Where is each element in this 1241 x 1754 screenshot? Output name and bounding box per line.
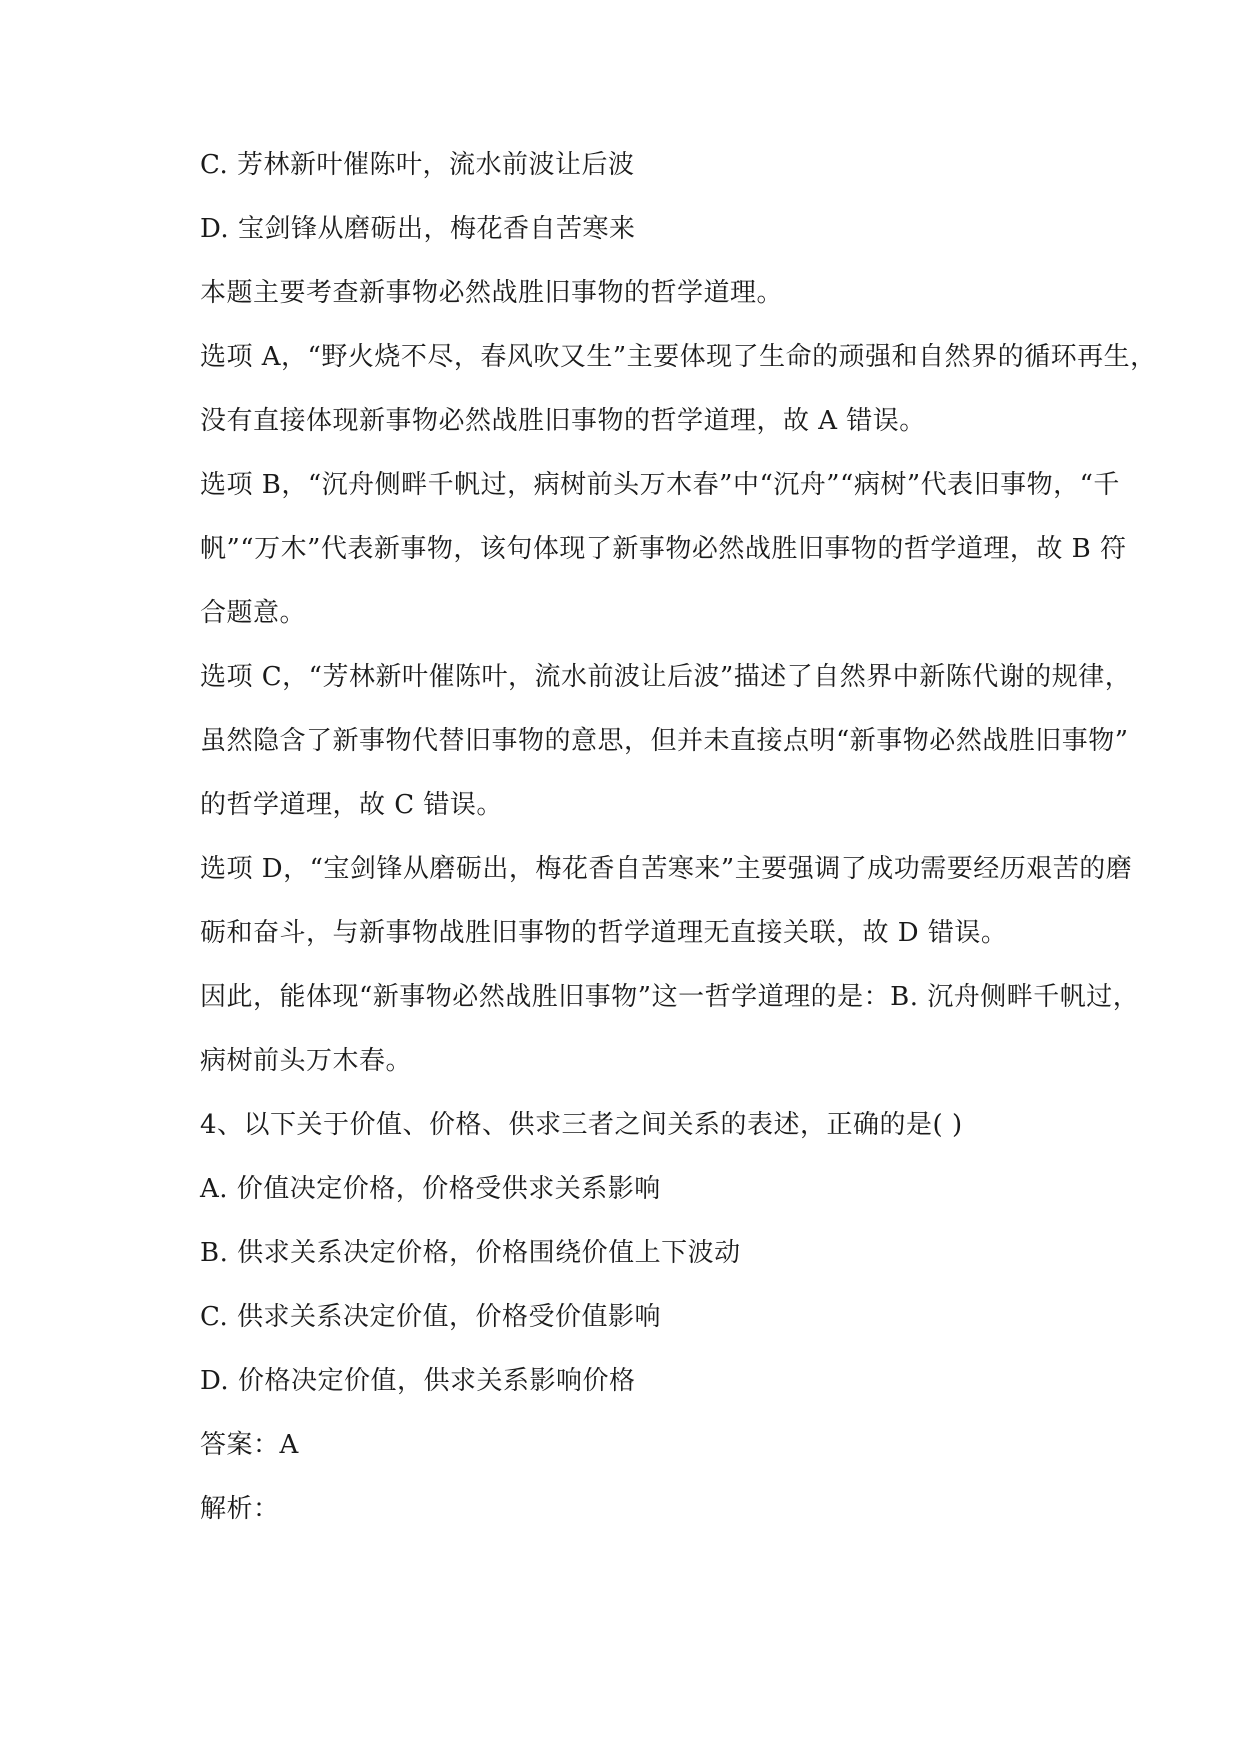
analysis-b-line-1: 选项 B，“沉舟侧畔千帆过，病树前头万木春”中“沉舟”“病树”代表旧事物，“千 [200, 470, 1120, 500]
question-4-stem: 4、以下关于价值、价格、供求三者之间关系的表述，正确的是( ) [200, 1110, 963, 1140]
question-4-option-d: D. 价格决定价值，供求关系影响价格 [200, 1366, 636, 1396]
analysis-intro: 本题主要考查新事物必然战胜旧事物的哲学道理。 [200, 278, 784, 308]
question-4-option-a: A. 价值决定价格，价格受供求关系影响 [200, 1174, 661, 1204]
analysis-d-line-1: 选项 D，“宝剑锋从磨砺出，梅花香自苦寒来”主要强调了成功需要经历艰苦的磨 [200, 854, 1133, 884]
question-4-option-b: B. 供求关系决定价格，价格围绕价值上下波动 [200, 1238, 741, 1268]
option-d-line: D. 宝剑锋从磨砺出，梅花香自苦寒来 [200, 214, 636, 244]
conclusion-line-1: 因此，能体现“新事物必然战胜旧事物”这一哲学道理的是：B. 沉舟侧畔千帆过， [200, 982, 1140, 1012]
analysis-c-line-3: 的哲学道理，故 C 错误。 [200, 790, 503, 820]
conclusion-line-2: 病树前头万木春。 [200, 1046, 413, 1076]
option-c-line: C. 芳林新叶催陈叶，流水前波让后波 [200, 150, 635, 180]
question-4-option-c: C. 供求关系决定价值，价格受价值影响 [200, 1302, 661, 1332]
analysis-c-line-2: 虽然隐含了新事物代替旧事物的意思，但并未直接点明“新事物必然战胜旧事物” [200, 726, 1129, 756]
answer-line: 答案：A [200, 1430, 299, 1460]
analysis-c-line-1: 选项 C，“芳林新叶催陈叶，流水前波让后波”描述了自然界中新陈代谢的规律， [200, 662, 1132, 692]
analysis-d-line-2: 砺和奋斗，与新事物战胜旧事物的哲学道理无直接关联，故 D 错误。 [200, 918, 1008, 948]
analysis-b-line-2: 帆”“万木”代表新事物，该句体现了新事物必然战胜旧事物的哲学道理，故 B 符 [200, 534, 1127, 564]
analysis-b-line-3: 合题意。 [200, 598, 307, 628]
explanation-label: 解析： [200, 1494, 280, 1524]
analysis-a-line-1: 选项 A，“野火烧不尽，春风吹又生”主要体现了生命的顽强和自然界的循环再生， [200, 342, 1157, 372]
analysis-a-line-2: 没有直接体现新事物必然战胜旧事物的哲学道理，故 A 错误。 [200, 406, 926, 436]
